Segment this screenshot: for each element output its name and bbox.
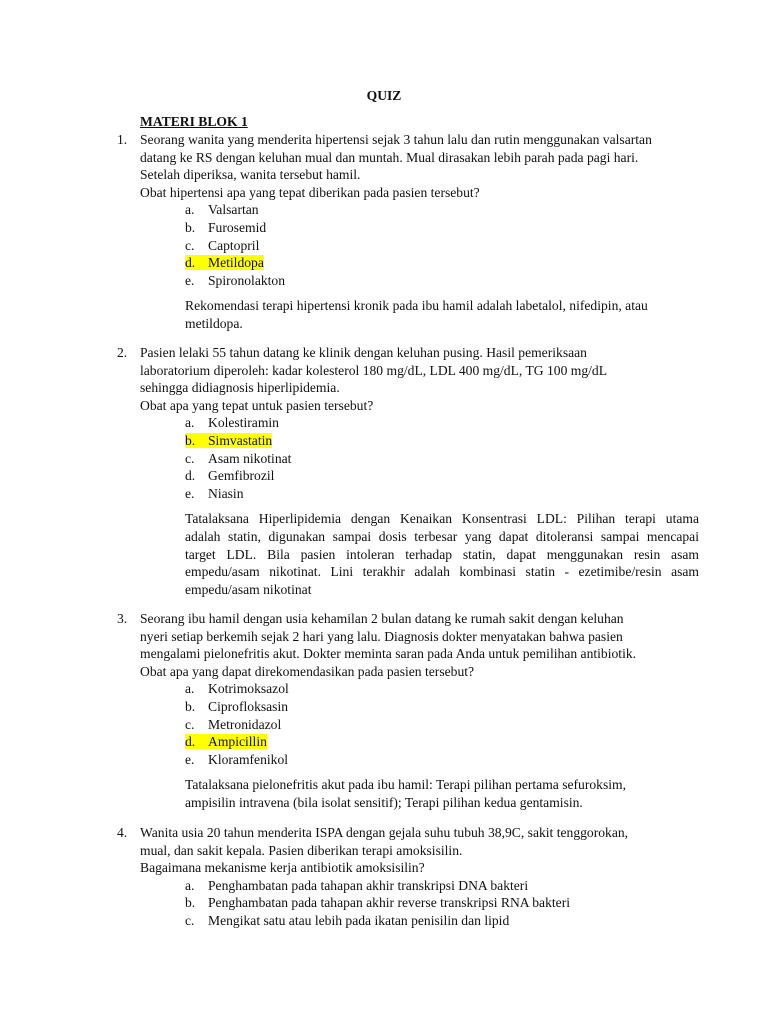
question-text-line: Pasien lelaki 55 tahun datang ke klinik dengan keluhan pusing. Hasil pemeriksaan	[140, 345, 587, 360]
answer-option	[185, 716, 677, 734]
answer-option-content	[185, 752, 288, 767]
answer-explanation	[185, 776, 699, 811]
option-letter: e.	[185, 272, 195, 288]
question-body	[140, 824, 677, 930]
answer-option-content	[185, 202, 259, 217]
option-text: Metronidazol	[208, 716, 282, 732]
question-1	[117, 131, 677, 333]
answer-option	[185, 450, 677, 468]
option-text: Gemfibrozil	[208, 468, 275, 484]
answer-option-content	[185, 486, 244, 501]
answer-option	[185, 201, 677, 219]
answer-option-content	[185, 913, 509, 928]
question-body	[140, 344, 699, 598]
option-letter: c.	[185, 716, 195, 732]
question-text-line: Seorang ibu hamil dengan usia kehamilan 2 bulan datang ke rumah sakit dengan keluhan	[140, 611, 624, 626]
option-text: Penghambatan pada tahapan akhir transkripsi DNA bakteri	[208, 877, 529, 893]
option-text: Kotrimoksazol	[208, 681, 289, 697]
option-letter: c.	[185, 912, 195, 928]
answer-option-content	[185, 681, 289, 696]
option-letter: b.	[185, 698, 196, 714]
option-letter: b.	[185, 219, 196, 235]
question-text-line: sehingga didiagnosis hiperlipidemia.	[140, 380, 340, 396]
question-text-line: Bagaimana mekanisme kerja antibiotik amoksisilin?	[140, 860, 425, 876]
question-body	[140, 131, 677, 333]
answer-option	[185, 467, 677, 485]
answer-option-content	[185, 238, 259, 253]
option-text: Captopril	[208, 237, 260, 253]
option-text: Penghambatan pada tahapan akhir reverse transkripsi RNA bakteri	[208, 895, 570, 911]
answer-option-content	[185, 717, 281, 732]
answer-options	[140, 877, 677, 930]
highlighted-answer	[185, 433, 272, 448]
answer-option	[185, 877, 677, 895]
explanation-line: Tatalaksana pielonefritis akut pada ibu hamil: Terapi pilihan pertama sefuroksim,	[185, 777, 627, 793]
explanation-line: target LDL. Bila pasien intoleran terhadap statin, dapat menggunakan resin asam	[185, 546, 699, 562]
question-text-line: laboratorium diperoleh: kadar kolesterol 180 mg/dL, LDL 400 mg/dL, TG 100 mg/dL	[140, 362, 608, 378]
answer-option	[185, 414, 677, 432]
explanation-line: Tatalaksana Hiperlipidemia dengan Kenaikan Konsentrasi LDL: Pilihan terapi utama	[185, 511, 699, 527]
option-letter: a.	[185, 877, 195, 893]
answer-option-content	[185, 468, 274, 483]
option-text: Ampicillin	[208, 734, 267, 750]
explanation-line: Rekomendasi terapi hipertensi kronik pada ibu hamil adalah labetalol, nifedipin, atau	[185, 298, 648, 314]
question-text-line: datang ke RS dengan keluhan mual dan muntah. Mual dirasakan lebih parah pada pagi hari.	[140, 149, 639, 165]
option-letter: a.	[185, 415, 195, 431]
question-4	[117, 824, 677, 930]
option-letter: c.	[185, 450, 195, 466]
option-letter: d.	[185, 734, 196, 750]
question-text-line: Obat apa yang tepat untuk pasien tersebut?	[140, 397, 374, 413]
explanation-line: ampisilin intravena (bila isolat sensitif); Terapi pilihan kedua gentamisin.	[185, 794, 583, 810]
option-text: Simvastatin	[208, 432, 273, 448]
option-letter: d.	[185, 255, 196, 271]
question-number: 1.	[117, 132, 128, 147]
option-text: Furosemid	[208, 219, 267, 235]
section-subtitle: MATERI BLOK 1	[140, 114, 248, 129]
answer-option	[185, 733, 677, 751]
answer-option-content	[185, 220, 266, 235]
answer-options	[140, 680, 677, 768]
quiz-title: QUIZ	[366, 88, 402, 103]
question-text-line: Obat hipertensi apa yang tepat diberikan pada pasien tersebut?	[140, 184, 480, 200]
highlighted-answer	[185, 255, 264, 270]
answer-option	[185, 485, 677, 503]
answer-option-content	[185, 878, 528, 893]
question-text-line: mual, dan sakit kepala. Pasien diberikan terapi amoksisilin.	[140, 842, 463, 858]
question-text-line: Wanita usia 20 tahun menderita ISPA dengan gejala suhu tubuh 38,9C, sakit tenggorokan,	[140, 825, 629, 840]
answer-explanation	[185, 297, 699, 332]
option-letter: c.	[185, 237, 195, 253]
option-text: Mengikat satu atau lebih pada ikatan penisilin dan lipid	[208, 912, 510, 928]
option-letter: b.	[185, 432, 196, 448]
answer-option-content	[185, 273, 285, 288]
explanation-line: metildopa.	[185, 315, 243, 331]
answer-option	[185, 272, 677, 290]
question-body	[140, 610, 677, 812]
option-text: Asam nikotinat	[208, 450, 292, 466]
explanation-line: empedu/asam nikotinat	[185, 581, 312, 597]
explanation-line: adalah statin, digunakan sampai dosis terbesar yang dapat ditoleransi sampai mencapai	[185, 528, 699, 544]
answer-explanation	[185, 510, 699, 598]
answer-options	[140, 414, 677, 502]
answer-options	[140, 201, 677, 289]
option-letter: d.	[185, 468, 196, 484]
option-text: Niasin	[208, 485, 244, 501]
answer-option	[185, 751, 677, 769]
answer-option	[185, 237, 677, 255]
question-number: 2.	[117, 345, 128, 360]
question-text-line: mengalami pielonefritis akut. Dokter meminta saran pada Anda untuk pemilihan antibiotik.	[140, 646, 637, 662]
option-text: Spironolakton	[208, 272, 286, 288]
option-text: Ciprofloksasin	[208, 698, 289, 714]
option-letter: a.	[185, 681, 195, 697]
option-text: Kloramfenikol	[208, 751, 289, 767]
answer-option-content	[185, 415, 279, 430]
option-letter: e.	[185, 751, 195, 767]
question-number: 3.	[117, 611, 128, 626]
option-text: Valsartan	[208, 202, 259, 218]
question-text-line: nyeri setiap berkemih sejak 2 hari yang lalu. Diagnosis dokter menyatakan bahwa pasien	[140, 628, 623, 644]
explanation-line: empedu/asam nikotinat. Lini terakhir adalah kombinasi statin - ezetimibe/resin asam	[185, 564, 699, 580]
highlighted-answer	[185, 734, 267, 749]
answer-option	[185, 912, 677, 930]
answer-option	[185, 219, 677, 237]
option-text: Kolestiramin	[208, 415, 279, 431]
question-text-line: Seorang wanita yang menderita hipertensi sejak 3 tahun lalu dan rutin menggunakan valsartan	[140, 132, 652, 147]
answer-option-content	[185, 451, 291, 466]
answer-option	[185, 254, 677, 272]
answer-option	[185, 894, 677, 912]
question-3	[117, 610, 677, 812]
answer-option	[185, 680, 677, 698]
answer-option	[185, 698, 677, 716]
answer-option-content	[185, 699, 288, 714]
option-letter: e.	[185, 485, 195, 501]
question-text-line: Obat apa yang dapat direkomendasikan pada pasien tersebut?	[140, 663, 475, 679]
question-2	[117, 344, 699, 598]
answer-option-content	[185, 895, 570, 910]
option-text: Metildopa	[208, 255, 264, 271]
question-text-line: Setelah diperiksa, wanita tersebut hamil.	[140, 167, 361, 183]
option-letter: a.	[185, 202, 195, 218]
question-number: 4.	[117, 825, 128, 840]
option-letter: b.	[185, 895, 196, 911]
answer-option	[185, 432, 677, 450]
